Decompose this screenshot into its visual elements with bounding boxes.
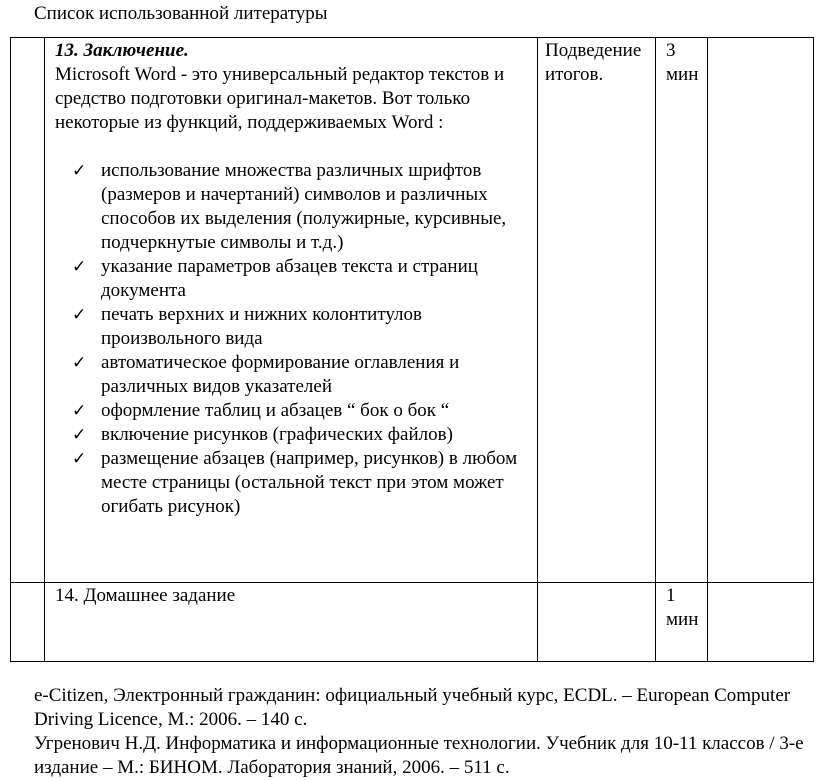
list-item	[55, 447, 533, 519]
checkmark-icon: ✓	[72, 161, 87, 181]
page-heading: Список использованной литературы	[34, 3, 328, 24]
stage-text: Подведение итогов.	[545, 40, 642, 85]
checkmark-icon: ✓	[72, 305, 87, 325]
homework-title: 14. Домашнее задание	[55, 585, 236, 606]
time-unit: мин	[666, 64, 699, 85]
list-item-text: использование множества различных шрифтов (размеров и начертаний) символов и различных способов их выделения (полужирные, курсивные, подчеркнутые символы и т.д.)	[101, 160, 507, 253]
list-item-text: размещение абзацев (например, рисунков) в любом месте страницы (остальной текст при этом может огибать рисунок)	[101, 448, 518, 517]
time-cell	[656, 583, 708, 662]
checkmark-icon: ✓	[72, 401, 87, 421]
stage-cell	[538, 583, 656, 662]
blank-line	[55, 135, 533, 159]
list-item	[55, 303, 533, 351]
number-cell	[11, 38, 45, 583]
checkmark-icon: ✓	[72, 257, 87, 277]
conclusion-intro: Microsoft Word - это универсальный редактор текстов и средство подготовки оригинал-макетов. Вот только некоторые из функций, поддерживаемых Word :	[55, 64, 505, 133]
content-cell-conclusion	[45, 38, 538, 583]
list-item	[55, 351, 533, 399]
list-item-text: указание параметров абзацев текста и страниц документа	[101, 256, 478, 301]
notes-cell	[708, 38, 814, 583]
list-item-text: оформление таблиц и абзацев “ бок о бок “	[101, 400, 450, 421]
stage-cell	[538, 38, 656, 583]
number-cell	[11, 583, 45, 662]
checkmark-icon: ✓	[72, 449, 87, 469]
time-value: 1	[666, 585, 676, 606]
notes-cell	[708, 583, 814, 662]
content-cell-homework	[45, 583, 538, 662]
table-row-conclusion	[11, 38, 814, 583]
list-item-text: печать верхних и нижних колонтитулов произвольного вида	[101, 304, 422, 349]
reference-item: e-Citizen, Электронный гражданин: официальный учебный курс, ECDL. – European Computer Driving Licence, М.: 2006. – 140 с.	[34, 685, 791, 730]
list-item	[55, 423, 533, 447]
reference-item: Угренович Н.Д. Информатика и информационные технологии. Учебник для 10-11 классов / 3-е издание – М.: БИНОМ. Лаборатория знаний, 2006. – 511 с.	[34, 733, 804, 778]
list-item-text: автоматическое формирование оглавления и различных видов указателей	[101, 352, 460, 397]
list-item-text: включение рисунков (графических файлов)	[101, 424, 453, 445]
feature-list	[55, 159, 533, 519]
time-unit: мин	[666, 609, 699, 630]
time-cell	[656, 38, 708, 583]
checkmark-icon: ✓	[72, 425, 87, 445]
table-row-homework	[11, 583, 814, 662]
list-item	[55, 159, 533, 255]
list-item	[55, 399, 533, 423]
conclusion-title: 13. Заключение.	[55, 40, 189, 61]
list-item	[55, 255, 533, 303]
lesson-plan-table	[10, 37, 814, 662]
checkmark-icon: ✓	[72, 353, 87, 373]
time-value: 3	[666, 40, 676, 61]
references-list	[34, 684, 804, 780]
